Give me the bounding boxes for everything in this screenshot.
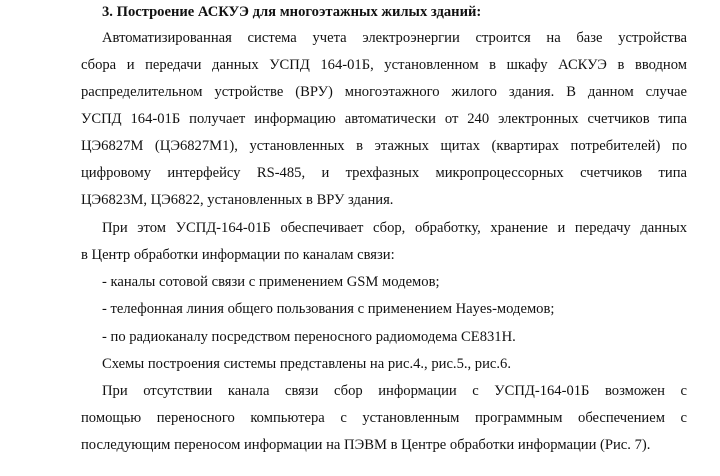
- paragraph-1-line-4: УСПД 164-01Б получает информацию автоматически от 240 электронных счетчиков типа: [81, 111, 687, 127]
- paragraph-4-line-2: помощью переносного компьютера с установленным программным обеспечением с: [81, 410, 687, 426]
- paragraph-1-line-6: цифровому интерфейсу RS-485, и трехфазных микропроцессорных счетчиков типа: [81, 165, 687, 181]
- list-item: - телефонная линия общего пользования с применением Hayes-модемов;: [102, 301, 555, 317]
- paragraph-2-line-2: в Центр обработки информации по каналам связи:: [81, 247, 395, 263]
- paragraph-1-line-2: сбора и передачи данных УСПД 164-01Б, установленном в шкафу АСКУЭ в вводном: [81, 57, 687, 73]
- paragraph-4-line-3: последующим переносом информации на ПЭВМ в Центре обработки информации (Рис. 7).: [81, 437, 651, 453]
- list-item: - каналы сотовой связи с применением GSM модемов;: [102, 274, 440, 290]
- paragraph-3: Схемы построения системы представлены на рис.4., рис.5., рис.6.: [102, 356, 511, 372]
- paragraph-2-line-1: При этом УСПД-164-01Б обеспечивает сбор, обработку, хранение и передачу данных: [102, 220, 687, 236]
- paragraph-1-line-5: ЦЭ6827М (ЦЭ6827М1), установленных в этажных щитах (квартирах потребителей) по: [81, 138, 687, 154]
- paragraph-1-line-7: ЦЭ6823М, ЦЭ6822, установленных в ВРУ здания.: [81, 192, 394, 208]
- list-item: - по радиоканалу посредством переносного радиомодема CE831H.: [102, 329, 516, 345]
- paragraph-1-line-3: распределительном устройстве (ВРУ) многоэтажного жилого здания. В данном случае: [81, 84, 687, 100]
- section-heading: 3. Построение АСКУЭ для многоэтажных жилых зданий:: [102, 4, 482, 20]
- paragraph-4-line-1: При отсутствии канала связи сбор информации с УСПД-164-01Б возможен с: [102, 383, 687, 399]
- paragraph-1-line-1: Автоматизированная система учета электроэнергии строится на базе устройства: [102, 30, 687, 46]
